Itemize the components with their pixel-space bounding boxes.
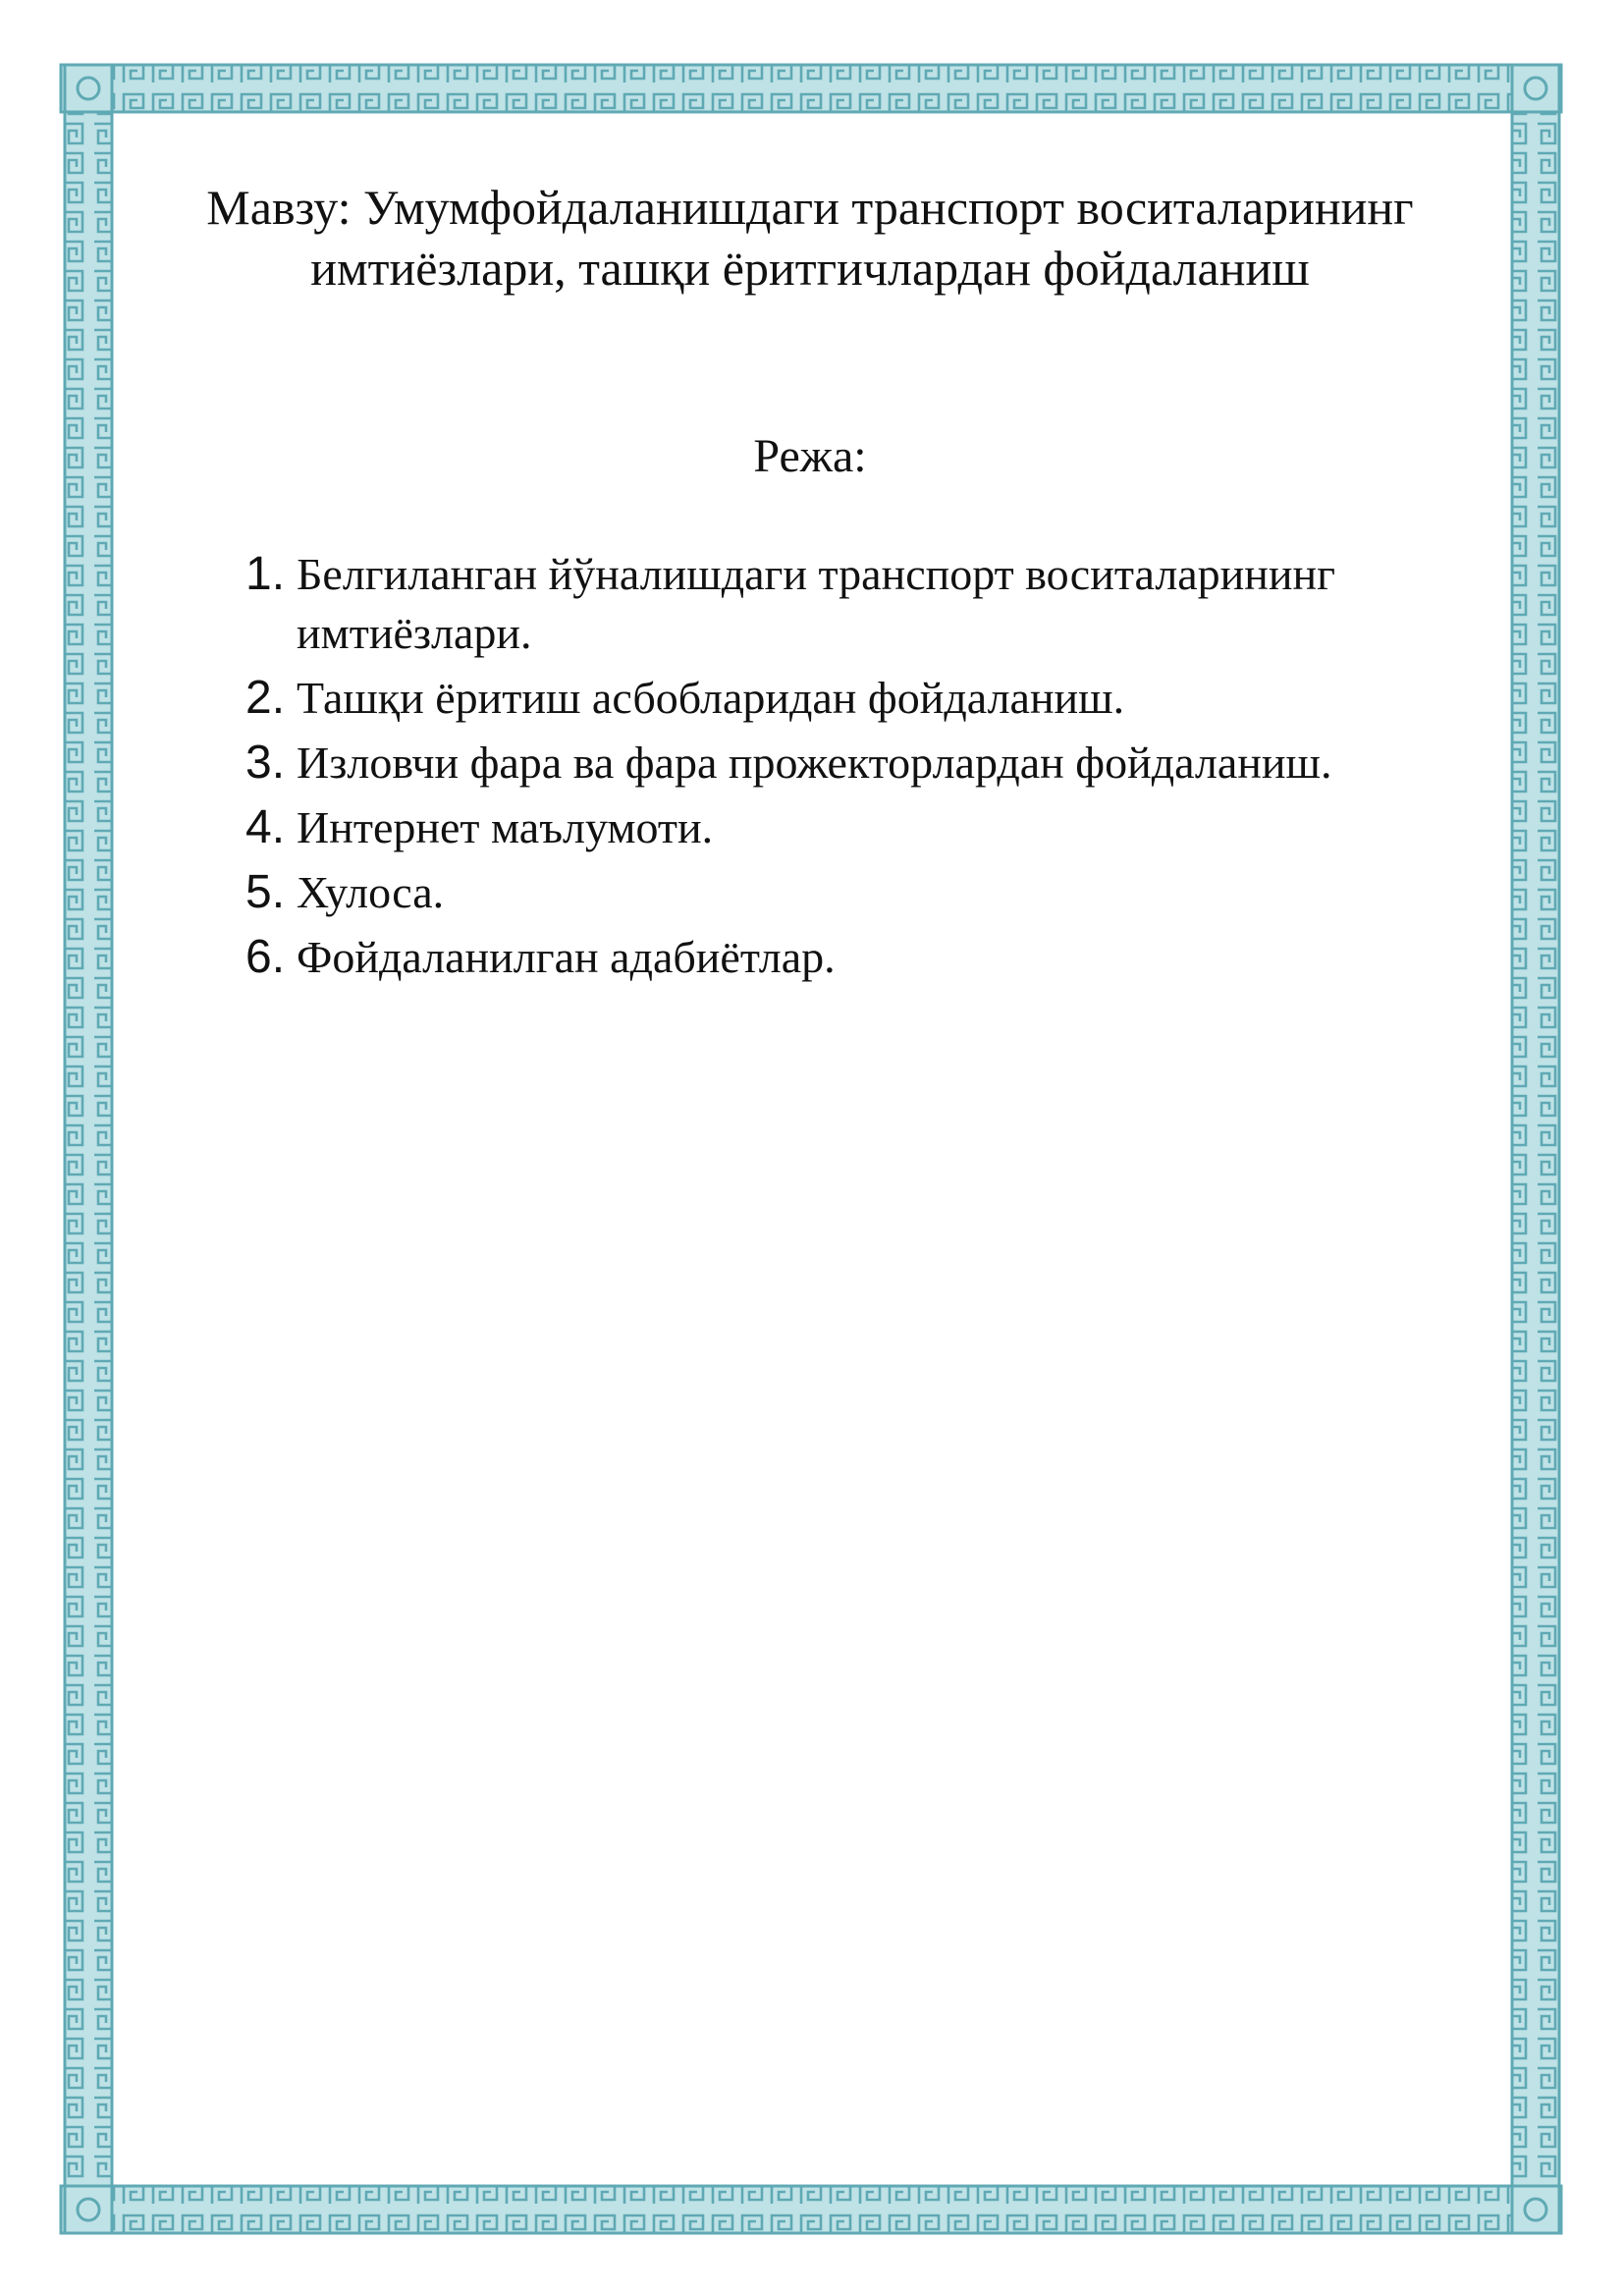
plan-item-number: 1. [245,548,286,600]
border-top [61,65,1561,112]
plan-item-text: Ташқи ёритиш асбобларидан фойдаланиш. [297,673,1125,723]
plan-item-4 [245,798,1424,857]
plan-item-text: Белгиланган йўналишдаги транспорт воситаларининг имтиёзлари. [297,549,1336,658]
plan-item-number: 2. [245,672,286,724]
plan-item-text: Интернет маълумоти. [297,802,714,852]
plan-item-text: Фойдаланилган адабиётлар. [297,932,836,982]
plan-item-number: 4. [245,801,286,853]
plan-item-5 [245,863,1424,922]
plan-item-text: Хулоса. [297,867,445,917]
plan-item-text: Изловчи фара ва фара прожекторлардан фойдаланиш. [297,738,1332,788]
border-bottom [61,2186,1561,2233]
plan-item-1 [245,545,1424,663]
title-line-2: имтиёзлари, ташқи ёритгичлардан фойдаланиш [310,241,1310,296]
plan-item-2 [245,669,1424,728]
plan-item-number: 6. [245,931,286,983]
plan-item-3 [245,734,1424,793]
plan-heading: Режа: [753,430,867,482]
document-title [147,177,1473,299]
title-line-1: Мавзу: Умумфойдаланишдаги транспорт воситаларининг [206,180,1414,235]
plan-item-number: 5. [245,866,286,918]
border-right [1512,65,1559,2233]
page-content [147,177,1473,983]
plan-list [245,545,1424,993]
border-left [65,65,112,2233]
plan-item-number: 3. [245,737,286,789]
plan-item-6 [245,928,1424,987]
